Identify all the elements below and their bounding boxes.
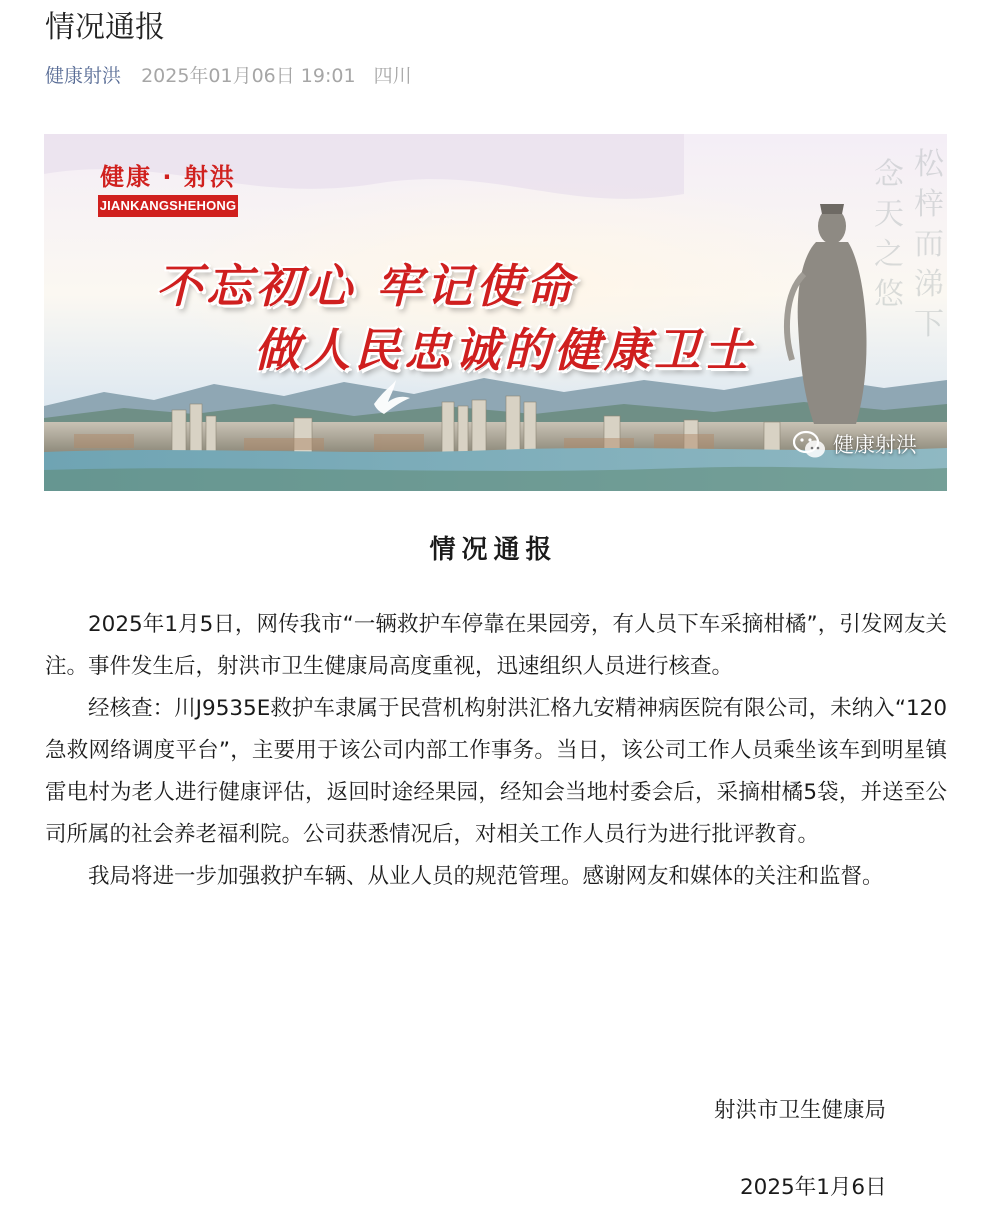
paragraph-3: 我局将进一步加强救护车辆、从业人员的规范管理。感谢网友和媒体的关注和监督。 — [88, 864, 884, 889]
slogan-line-1: 不忘初心 牢记使命 — [156, 259, 577, 313]
svg-text:涕: 涕 — [914, 267, 944, 302]
wechat-icon — [793, 430, 827, 460]
watermark-text: 健康射洪 — [833, 433, 917, 457]
svg-text:悠: 悠 — [874, 277, 904, 312]
paragraph-2: 经核查：川J9535E救护车隶属于民营机构射洪汇格九安精神病医院有限公司，未纳入“120急救网络调度平台”，主要用于该公司内部工作事务。当日，该公司工作人员乘坐该车到明星镇雷电村为老人进行健康评估，返回时途经果园，经知会当地村委会后，采摘柑橘5袋，并送至公司所属的社会养老福利院。公司获悉情况后，对相关工作人员行为进行批评教育。 — [45, 696, 947, 847]
svg-text:下: 下 — [914, 307, 944, 342]
banner-image — [44, 134, 947, 491]
svg-text:天: 天 — [874, 197, 904, 232]
brand-chinese-name: 健康 · 射洪 — [100, 163, 236, 191]
paragraph-1: 2025年1月5日，网传我市“一辆救护车停靠在果园旁，有人员下车采摘柑橘”，引发网友关注。事件发生后，射洪市卫生健康局高度重视，迅速组织人员进行核查。 — [45, 612, 947, 679]
brand-english-name: JIANKANGSHEHONG — [98, 195, 238, 217]
svg-text:之: 之 — [874, 237, 904, 272]
document-heading: 情况通报 — [429, 535, 558, 565]
article-title: 情况通报 — [45, 10, 165, 45]
wechat-watermark — [793, 430, 917, 460]
svg-text:念: 念 — [874, 157, 904, 192]
svg-text:松: 松 — [914, 147, 944, 182]
svg-text:而: 而 — [914, 227, 944, 262]
issuer-signature: 射洪市卫生健康局 — [714, 1098, 887, 1123]
slogan-line-2: 做人民忠诚的健康卫士 — [254, 323, 754, 377]
publish-time: 2025年01月06日 19:01 — [141, 65, 356, 87]
publish-location: 四川 — [373, 65, 412, 87]
article-meta — [45, 62, 412, 90]
brand-logo — [98, 162, 238, 217]
account-link[interactable]: 健康射洪 — [45, 65, 122, 87]
issue-date: 2025年1月6日 — [740, 1175, 887, 1200]
svg-text:梓: 梓 — [914, 187, 944, 222]
document-body — [45, 604, 947, 898]
